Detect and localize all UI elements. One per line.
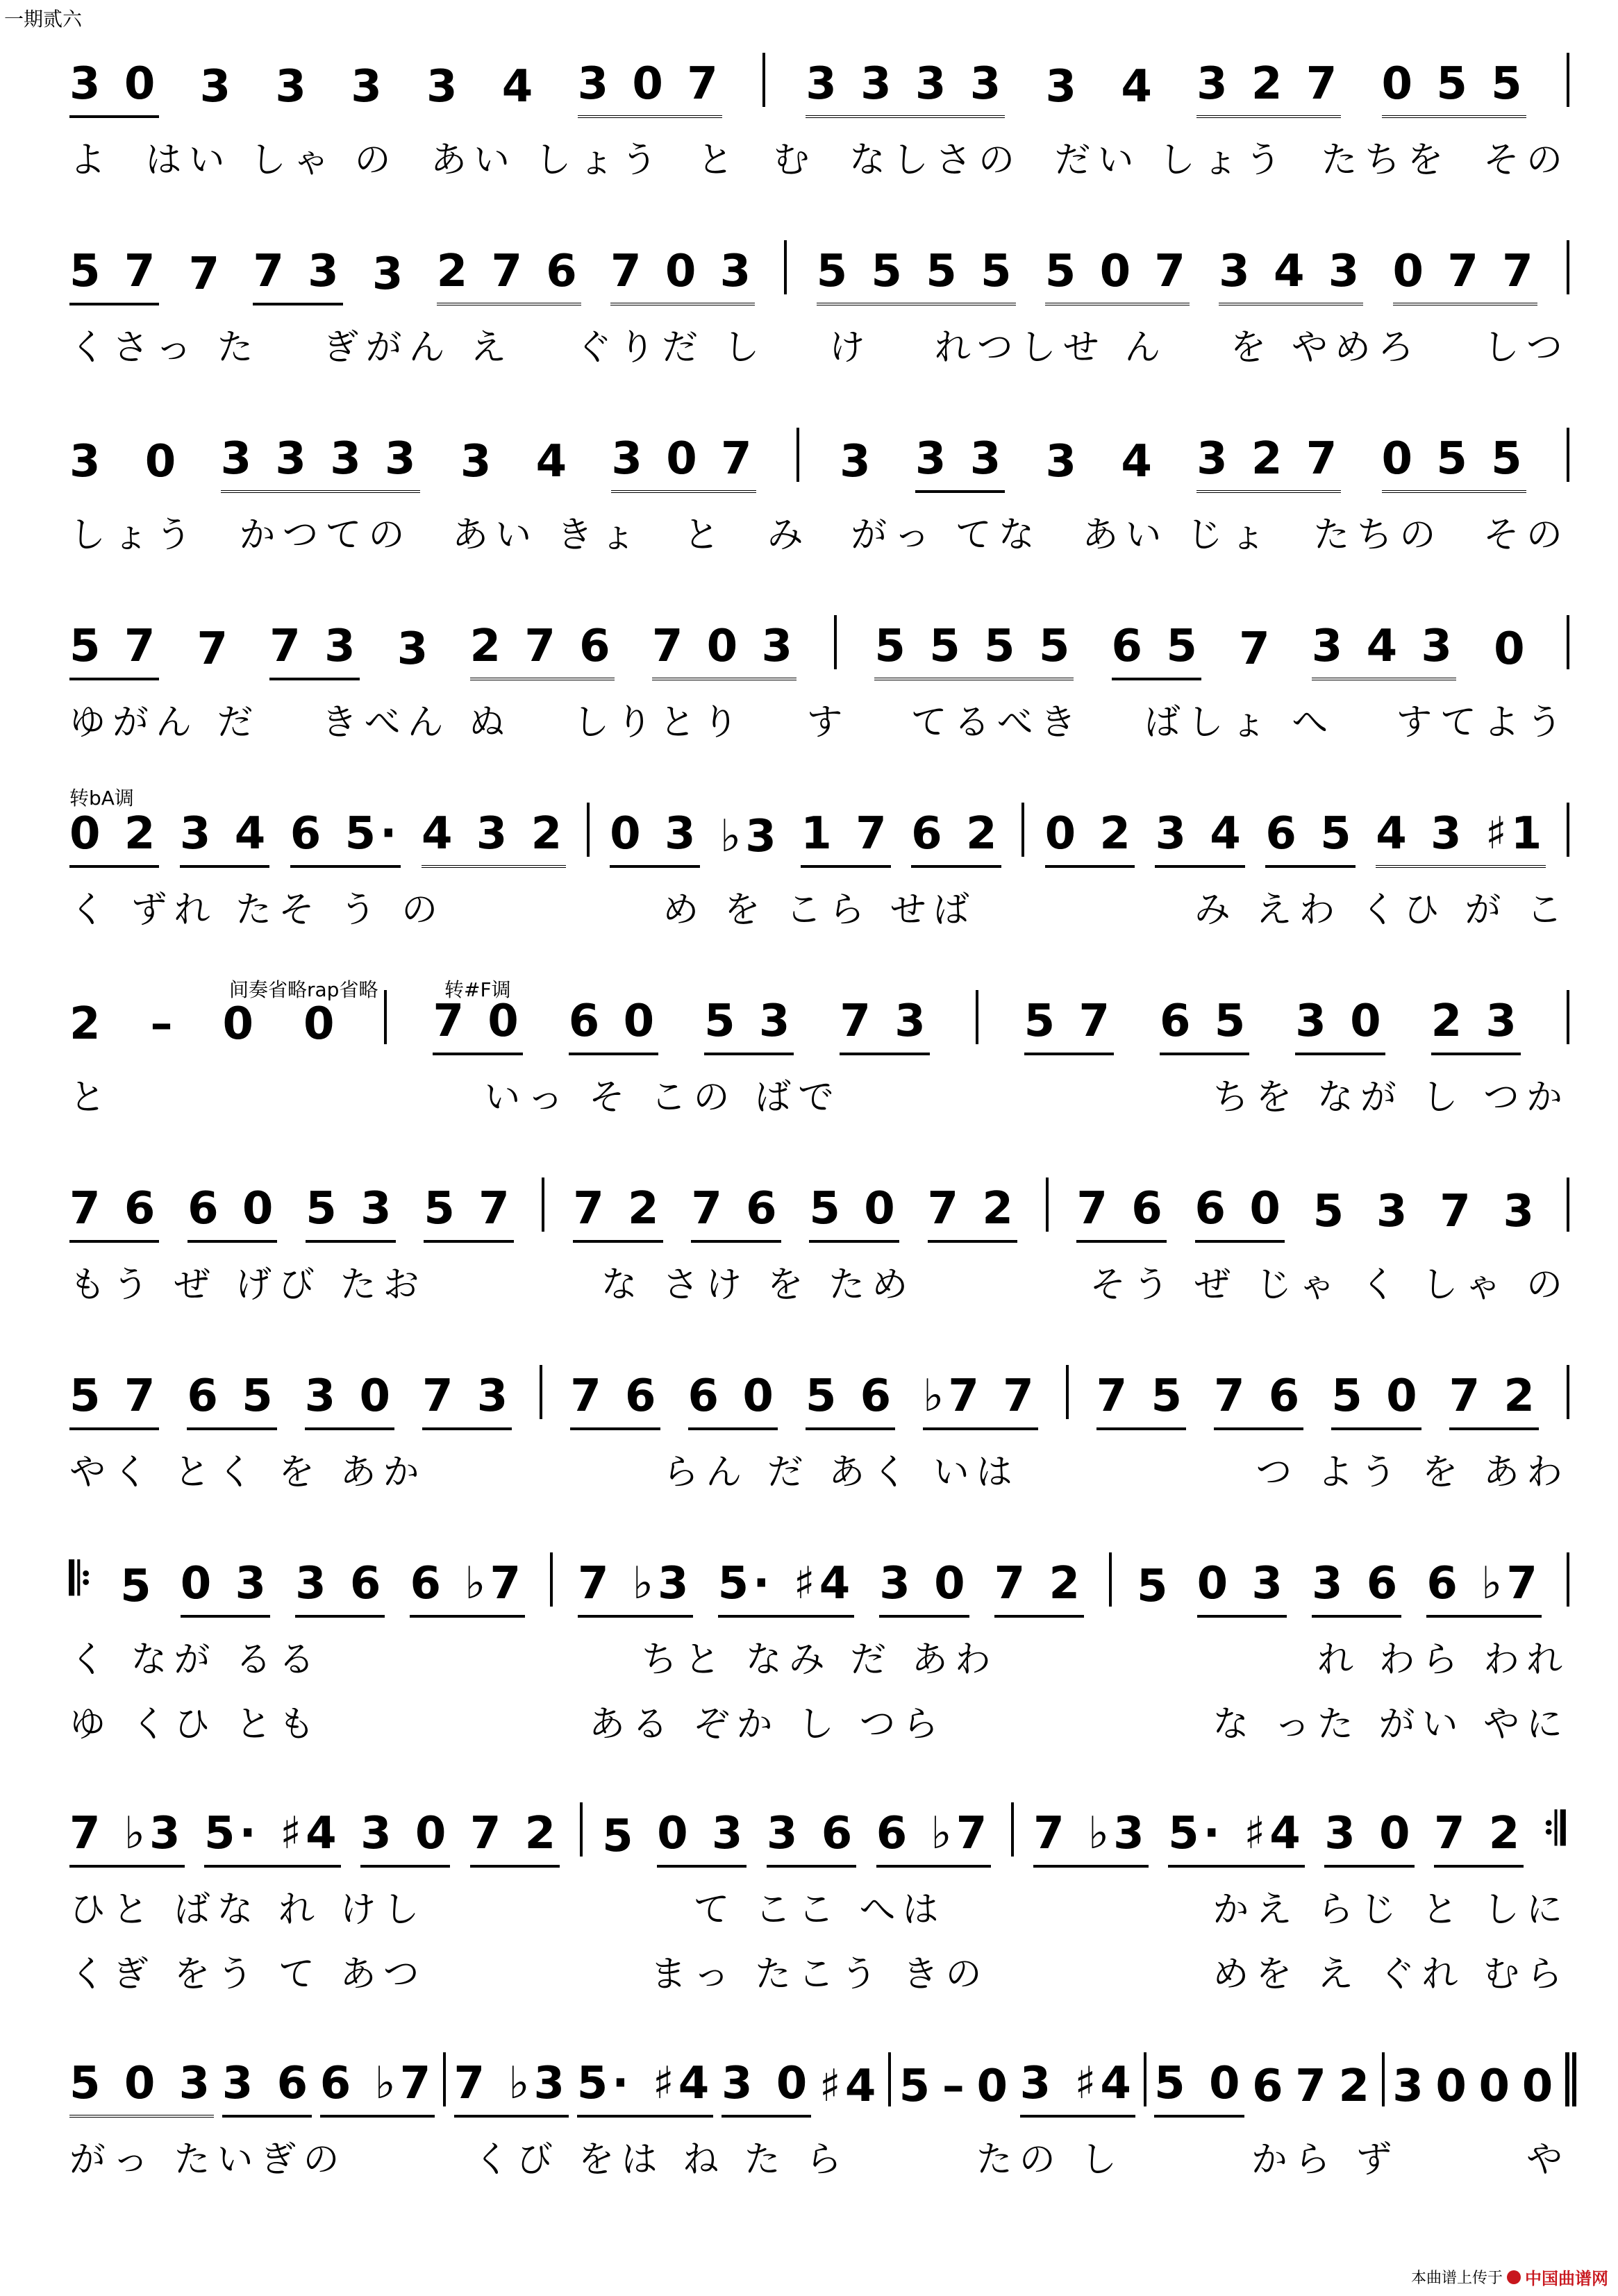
lyric-syllables: てるべき	[910, 702, 1083, 744]
lyric-syllables: と	[683, 514, 727, 556]
note-group: 7 3	[422, 1371, 512, 1430]
lyric-line	[69, 131, 1569, 183]
note-group: 3 ♯4	[1020, 2058, 1135, 2118]
score-system	[69, 229, 1569, 370]
note-group: 7 3	[840, 996, 929, 1055]
note-group: 3 0	[305, 1371, 394, 1430]
barline	[762, 53, 765, 107]
note-group: 7	[1295, 2061, 1331, 2112]
note-group: 5	[602, 1811, 637, 1862]
note-group: 0 7 7	[1393, 246, 1537, 305]
notation-line	[69, 417, 1569, 493]
note-group: 3	[1503, 1186, 1539, 1237]
barline	[1567, 240, 1569, 294]
lyric-syllables: くび をは ね た ら	[474, 2139, 849, 2181]
barline	[540, 1365, 542, 1419]
note-group: 3	[1392, 2061, 1428, 2112]
note-group: 0	[976, 2061, 1012, 2112]
note-group: 3 6	[1312, 1558, 1401, 1618]
note-group: 7 ♭3	[1033, 1808, 1149, 1868]
note-group: 5 7	[1024, 996, 1114, 1055]
note-group: 3 3 3 3	[221, 433, 420, 493]
lyric-syllables: け	[828, 327, 872, 369]
barline	[443, 2052, 446, 2106]
note-group: 7 3	[269, 621, 359, 680]
note-group: 3 2 7	[1196, 58, 1341, 118]
note-group: 5 3	[306, 1183, 395, 1243]
note-group: 3 2 7	[1196, 433, 1341, 493]
note-group: 5· ♯4	[718, 1558, 855, 1618]
note-group: 0	[303, 998, 339, 1050]
note-group: 3	[372, 249, 408, 300]
note-group: 7 ♭3	[454, 2058, 569, 2118]
lyric-syllables: つ よう を あわ	[1256, 1452, 1569, 1493]
note-group: 5 7	[424, 1183, 513, 1243]
note-group: 0	[1494, 623, 1529, 675]
note-group: 3	[69, 436, 105, 487]
note-group: 3	[1376, 1186, 1412, 1237]
note-group: 2	[69, 998, 105, 1050]
lyric-syllables: たちの	[1313, 514, 1443, 556]
lyric-syllables: ばしょ へ	[1144, 702, 1335, 744]
note-group: ♭7 7	[923, 1371, 1038, 1430]
note-group: 7 2	[1434, 1808, 1524, 1868]
lyric-line	[69, 1880, 1569, 1932]
note-group: 5 0 7	[1045, 246, 1190, 305]
note-group: 5	[899, 2061, 935, 2112]
note-group: 3	[1045, 61, 1081, 112]
lyric-syllables: くぎ をう て あつ	[69, 1954, 426, 1995]
note-group: 0 5 5	[1382, 58, 1526, 118]
note-group: 5 6	[806, 1371, 895, 1430]
note-group: 7 0	[433, 996, 522, 1055]
lyric-syllables: しつ	[1483, 327, 1569, 369]
note-group: 3 4	[180, 808, 269, 868]
note-group: 3 4 3	[1219, 246, 1363, 305]
lyric-syllables: ぐりだ し	[576, 327, 767, 369]
lyric-line	[69, 880, 1569, 932]
score-system	[69, 1166, 1569, 1307]
note-group: 3 0	[69, 58, 159, 118]
note-group: 7 0 3	[610, 246, 755, 305]
lyric-syllables: そう ぜ じゃ く しゃ の	[1090, 1264, 1569, 1306]
lyric-line-second-verse	[69, 1695, 1569, 1747]
note-group: 4	[501, 61, 537, 112]
note-group: 3 0	[360, 1808, 450, 1868]
score-system	[69, 604, 1569, 745]
note-group: 5 0	[809, 1183, 899, 1243]
note-group: 3 6	[295, 1558, 385, 1618]
note-group: 3	[840, 436, 875, 487]
barline	[1144, 2052, 1146, 2106]
note-group: 7 3	[253, 246, 342, 305]
note-group: 3 0	[1324, 1808, 1414, 1868]
barline	[1046, 1178, 1049, 1232]
note-group: 3 3 3 3	[806, 58, 1005, 118]
lyric-syllables: よ	[69, 140, 113, 181]
note-group: 0	[1478, 2061, 1515, 2112]
note-group: 6 ♭7	[410, 1558, 525, 1618]
barline	[1567, 428, 1569, 482]
note-group: 7	[197, 623, 233, 675]
note-group: 7 ♭3	[578, 1558, 693, 1618]
note-group: 0 3	[181, 1558, 270, 1618]
note-group: 3 0	[722, 2058, 811, 2118]
lyric-syllables: から ず	[1251, 2139, 1399, 2181]
note-group: 7 6	[1076, 1183, 1166, 1243]
note-group: 6 5	[187, 1371, 276, 1430]
note-group: 3 0	[1295, 996, 1385, 1055]
key-change-annotation-2: 转#F调	[444, 978, 511, 1001]
lyric-syllables: な さけ を ため	[601, 1264, 915, 1306]
note-group: 7 2	[994, 1558, 1084, 1618]
barline	[797, 428, 799, 482]
lyric-syllables: み えわ くひ が こ	[1194, 889, 1569, 931]
note-group: 7 2	[1449, 1371, 1539, 1430]
note-group: 0	[1521, 2061, 1558, 2112]
lyric-syllables: だい しょう	[1054, 140, 1288, 181]
note-group: 6 5	[1112, 621, 1201, 680]
note-group: 5	[1312, 1186, 1349, 1237]
lyric-syllables: て ここ へは	[693, 1889, 946, 1931]
lyric-syllables: く なが るる	[69, 1639, 322, 1681]
lyric-syllables: な った がい やに	[1212, 1704, 1569, 1745]
note-group: 3 4	[1155, 808, 1244, 868]
lyric-syllables: あい じょ	[1082, 514, 1273, 556]
lyric-syllables: ひと ばな れ けし	[69, 1889, 426, 1931]
note-group: 2 3	[1431, 996, 1521, 1055]
lyric-syllables: もう ぜ げび たお	[69, 1264, 426, 1306]
page-header: 一期贰六	[4, 8, 83, 31]
lyric-syllables: と	[697, 140, 741, 181]
note-group: ♯4	[819, 2061, 881, 2112]
lyric-line	[69, 693, 1569, 745]
note-group: 7 2	[928, 1183, 1017, 1243]
note-group: 4	[1121, 436, 1156, 487]
note-group: 3	[460, 436, 496, 487]
note-group: 3	[199, 61, 235, 112]
repeat-barline: 𝄆	[69, 1554, 96, 1605]
note-group: 5 5 5 5	[874, 621, 1074, 680]
lyric-syllables: む	[773, 140, 817, 181]
note-group: 5 5 5 5	[817, 246, 1016, 305]
note-group: 3	[426, 61, 462, 112]
interlude-annotation: 间奏省略rap省略	[229, 978, 378, 1001]
lyric-line	[69, 1630, 1569, 1682]
note-group: 5 3	[704, 996, 794, 1055]
barline	[1567, 1552, 1569, 1607]
lyric-syllables: め を こら せば	[662, 889, 976, 931]
note-group: 0	[144, 436, 181, 487]
note-group: 6 0	[1195, 1183, 1285, 1243]
notation-line	[69, 229, 1569, 305]
notation-line	[69, 1166, 1569, 1243]
note-group: 7	[188, 249, 224, 300]
lyric-syllables: その	[1483, 514, 1569, 556]
notation-line	[69, 42, 1569, 118]
lyric-line	[69, 1068, 1569, 1120]
barline	[1567, 1178, 1569, 1232]
notation-line	[69, 1541, 1569, 1618]
note-group: 6 5·	[290, 808, 401, 868]
site-logo-icon	[1507, 2270, 1521, 2284]
note-group: 6 ♭7	[876, 1808, 992, 1868]
note-group: 7 6	[1214, 1371, 1303, 1430]
note-group: –	[942, 2061, 969, 2112]
note-group: 0 3	[1197, 1558, 1287, 1618]
note-group: 7	[1239, 623, 1274, 675]
score-system	[69, 791, 1569, 932]
note-group: 5 7	[69, 246, 159, 305]
note-group: 3	[351, 61, 386, 112]
lyric-syllables: なしさの	[849, 140, 1021, 181]
barline	[1109, 1552, 1112, 1607]
lyric-syllables: や	[1526, 2139, 1569, 2181]
score-system	[69, 417, 1569, 558]
lyric-syllables: やく とく を あか	[69, 1452, 426, 1493]
note-group: 0 3	[610, 808, 699, 868]
footer	[1411, 2265, 1608, 2289]
note-group: –	[150, 998, 177, 1050]
lyric-syllables: はい しゃ の	[145, 140, 398, 181]
note-group: ♭3	[720, 811, 781, 862]
note-group: 7 6	[570, 1371, 660, 1430]
note-group: 7	[1440, 1186, 1475, 1237]
lyric-line	[69, 1255, 1569, 1307]
note-group: 6	[1252, 2061, 1287, 2112]
lyric-syllables: す	[806, 702, 850, 744]
score-system	[69, 42, 1569, 183]
lyric-syllables: かえ らじ と しに	[1212, 1889, 1569, 1931]
lyric-line-second-verse	[69, 1945, 1569, 1997]
note-group: 7 2	[470, 1808, 560, 1868]
note-group: 0 5 5	[1382, 433, 1526, 493]
note-group: 5· ♯4	[577, 2058, 714, 2118]
note-group: 0 3	[657, 1808, 747, 1868]
lyric-syllables: ゆがん だ	[69, 702, 260, 744]
lyric-line	[69, 2130, 1569, 2182]
lyric-syllables: めを え ぐれ むら	[1212, 1954, 1569, 1995]
lyric-syllables: がっ たいぎの	[69, 2139, 347, 2181]
barline	[550, 1552, 553, 1607]
note-group: 6 ♭7	[320, 2058, 435, 2118]
barline	[888, 2052, 891, 2106]
note-group: 2 7 6	[437, 246, 581, 305]
score-system	[69, 2041, 1569, 2182]
note-group: 5 0	[1154, 2058, 1244, 2118]
note-group: 2	[1338, 2061, 1374, 2112]
note-group: 7 6	[69, 1183, 159, 1243]
score-system	[69, 1541, 1569, 1747]
barline	[384, 990, 387, 1044]
notation-line	[69, 604, 1569, 680]
barline	[1567, 615, 1569, 669]
note-group: 4 3 2	[422, 808, 566, 868]
barline	[976, 990, 978, 1044]
note-group: 6 5	[1160, 996, 1249, 1055]
note-group: 7 6	[691, 1183, 781, 1243]
barline	[784, 240, 787, 294]
score-system	[69, 1791, 1569, 1997]
lyric-syllables: がっ てな	[851, 514, 1042, 556]
lyric-syllables: その	[1483, 140, 1569, 181]
note-group: 5 7	[69, 1371, 159, 1430]
note-group: 7 0 3	[652, 621, 797, 680]
lyric-syllables: ゆ くひ とも	[69, 1704, 322, 1745]
note-group: 4 3 ♯1	[1376, 808, 1546, 868]
lyric-syllables: と	[69, 1077, 113, 1118]
note-group: 5· ♯4	[1168, 1808, 1305, 1868]
note-group: 1 7	[801, 808, 890, 868]
lyric-syllables: ちを なが し つか	[1212, 1077, 1569, 1118]
note-group: 3	[397, 623, 433, 675]
barline	[1021, 803, 1024, 857]
note-group: 5 0	[1331, 1371, 1421, 1430]
note-group: 7 5	[1096, 1371, 1186, 1430]
note-group: 6 0	[187, 1183, 277, 1243]
note-group: 5· ♯4	[204, 1808, 341, 1868]
note-group: 0 2	[69, 808, 159, 868]
note-group: 0 2	[1045, 808, 1135, 868]
score-system	[69, 1354, 1569, 1495]
note-group: 6 2	[911, 808, 1001, 868]
lyric-syllables: かつての	[239, 514, 412, 556]
note-group: 0	[222, 998, 258, 1050]
lyric-syllables: たちを	[1321, 140, 1451, 181]
lyric-syllables: きべん ぬ	[321, 702, 512, 744]
note-group: 0	[1435, 2061, 1471, 2112]
lyric-syllables: れ わら われ	[1317, 1639, 1569, 1681]
barline	[1011, 1802, 1014, 1857]
note-group: 3 6	[222, 2058, 312, 2118]
lyric-syllables: を やめろ	[1230, 327, 1421, 369]
lyric-syllables: ある ぞか し つら	[588, 1704, 946, 1745]
note-group: 4	[535, 436, 572, 487]
note-group: 5 7	[69, 621, 159, 680]
lyric-syllables: いっ そ この ばで	[484, 1077, 841, 1118]
barline	[1567, 803, 1569, 857]
note-group: 3 6	[767, 1808, 856, 1868]
lyric-syllables: すてよう	[1396, 702, 1569, 744]
note-group: 3 4 3	[1312, 621, 1456, 680]
lyric-syllables: たの し	[976, 2139, 1124, 2181]
key-change-annotation-1: 转bA调	[69, 787, 134, 810]
note-group: 2 7 6	[470, 621, 615, 680]
note-group: 3 0 7	[578, 58, 722, 118]
barline	[1567, 1365, 1569, 1419]
lyric-syllables: み	[767, 514, 810, 556]
barline	[834, 615, 837, 669]
lyric-syllables: く ずれ たそ う の	[69, 889, 445, 931]
lyric-syllables: しょう	[69, 514, 199, 556]
lyric-syllables: くさっ た	[69, 327, 260, 369]
note-group: 5	[1137, 1561, 1172, 1612]
note-group: 7 ♭3	[69, 1808, 185, 1868]
note-group: 7 2	[573, 1183, 662, 1243]
footer-text: 本曲谱上传于	[1410, 2270, 1503, 2287]
repeat-barline: 𝄇	[1543, 1804, 1569, 1855]
note-group: 6 ♭7	[1426, 1558, 1542, 1618]
note-group: 3 3	[915, 433, 1005, 493]
note-group: 5 0 3	[69, 2058, 214, 2118]
note-group: 3	[1045, 436, 1081, 487]
repeat-barline	[1565, 2052, 1569, 2106]
note-group: 4	[1121, 61, 1156, 112]
note-group: 3 0 7	[611, 433, 756, 493]
notation-line	[69, 1354, 1569, 1430]
lyric-line	[69, 505, 1569, 558]
lyric-syllables: まっ たこう きの	[650, 1954, 989, 1995]
lyric-syllables: ぎがん え	[322, 327, 514, 369]
barline	[1567, 53, 1569, 107]
lyric-syllables: れつしせ ん	[934, 327, 1168, 369]
barline	[1066, 1365, 1069, 1419]
note-group: 6 5	[1265, 808, 1355, 868]
barline	[542, 1178, 544, 1232]
barline	[1567, 990, 1569, 1044]
lyric-line	[69, 318, 1569, 370]
notation-line	[69, 1791, 1569, 1868]
footer-brand: 中国曲谱网	[1525, 2269, 1608, 2288]
note-group: 3	[275, 61, 310, 112]
lyric-syllables: ちと なみ だ あわ	[641, 1639, 998, 1681]
lyric-syllables: らん だ あく いは	[662, 1452, 1019, 1493]
lyric-syllables: あい しょう	[431, 140, 665, 181]
note-group: 6 0	[688, 1371, 778, 1430]
barline	[1382, 2052, 1385, 2106]
notation-line	[69, 791, 1569, 868]
note-group: 3 0	[879, 1558, 969, 1618]
note-group: 6 0	[569, 996, 658, 1055]
barline	[580, 1802, 583, 1857]
lyric-syllables: しりとり	[573, 702, 746, 744]
barline	[587, 803, 590, 857]
lyric-syllables: あい きょ	[452, 514, 643, 556]
lyric-line	[69, 1443, 1569, 1495]
note-group: 5	[120, 1561, 156, 1612]
notation-line	[69, 2041, 1569, 2118]
